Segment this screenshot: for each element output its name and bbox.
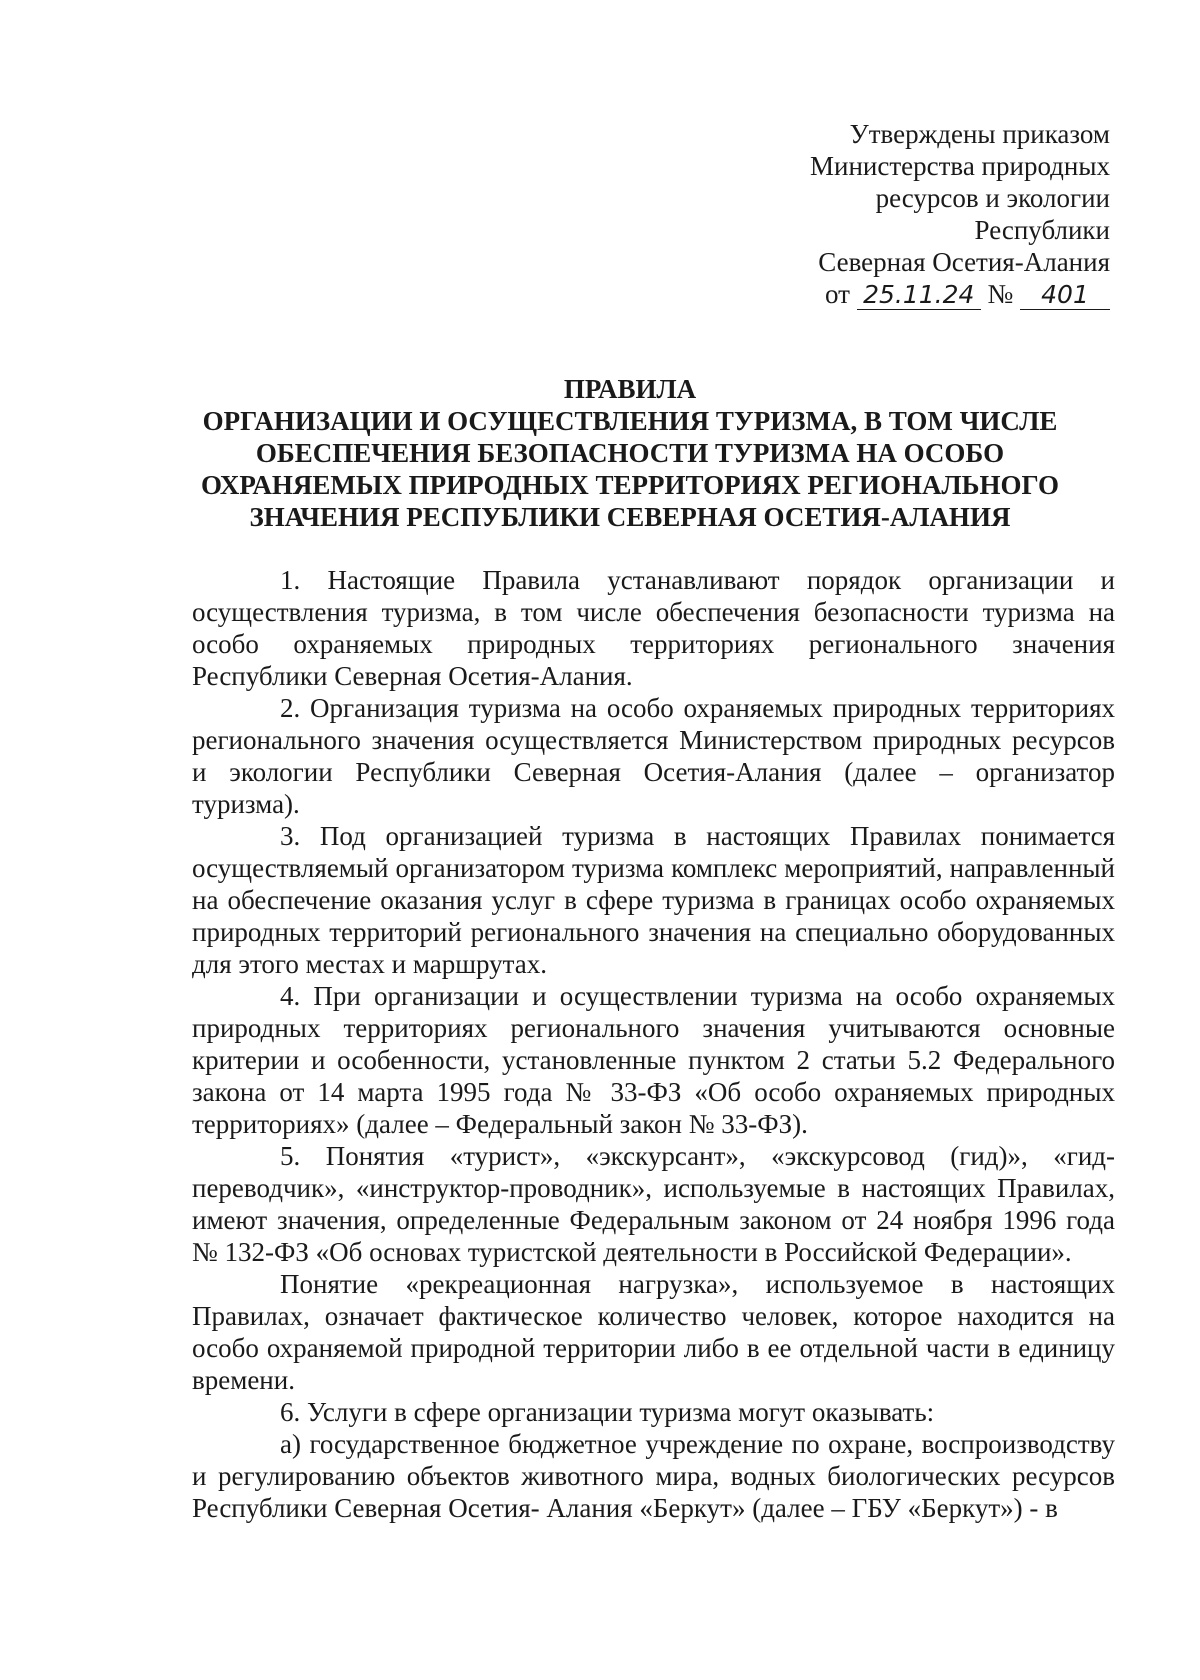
paragraph-5-recreational-load: Понятие «рекреационная нагрузка», используемое в настоящих Правилах, означает фактическое количество человек, которое находится на особо охраняемой природной территории либо в ее отдельной части в единицу времени. [192,1269,1115,1395]
from-label: от [825,279,850,309]
title-line: ОБЕСПЕЧЕНИЯ БЕЗОПАСНОСТИ ТУРИЗМА НА ОСОБО [255,438,1005,468]
title-line: ОХРАНЯЕМЫХ ПРИРОДНЫХ ТЕРРИТОРИЯХ РЕГИОНАЛЬНОГО [200,470,1060,500]
handwritten-number: 401 [1020,281,1110,310]
paragraph-6a: а) государственное бюджетное учреждение по охране, воспроизводству и регулированию объектов животного мира, водных биологических ресурсов Республики Северная Осетия- Алания «Беркут» (далее – ГБУ «Беркут») - в [192,1429,1115,1523]
paragraph-3: 3. Под организацией туризма в настоящих Правилах понимается осуществляемый организатором туризма комплекс мероприятий, направленный на обеспечение оказания услуг в сфере туризма в границах особо охраняемых природных территорий регионального значения на специально оборудованных для этого местах и маршрутах. [192,821,1115,979]
handwritten-date: 25.11.24 [857,281,981,310]
title-line: ЗНАЧЕНИЯ РЕСПУБЛИКИ СЕВЕРНАЯ ОСЕТИЯ-АЛАНИЯ [249,502,1011,532]
approval-line: Северная Осетия-Алания [818,247,1110,277]
document-title [150,373,1110,533]
paragraph-4: 4. При организации и осуществлении туризма на особо охраняемых природных территориях регионального значения учитываются основные критерии и особенности, установленные пунктом 2 статьи 5.2 Федерального закона от 14 марта 1995 года № 33-ФЗ «Об особо охраняемых природных территориях» (далее – Федеральный закон № 33-ФЗ). [192,981,1115,1139]
title-line: ОРГАНИЗАЦИИ И ОСУЩЕСТВЛЕНИЯ ТУРИЗМА, В ТОМ ЧИСЛЕ [202,406,1058,436]
approval-line: ресурсов и экологии [875,183,1110,213]
title-line: ПРАВИЛА [563,374,697,404]
approval-line: Утверждены приказом [849,119,1110,149]
paragraph-2: 2. Организация туризма на особо охраняемых природных территориях регионального значения осуществляется Министерством природных ресурсов и экологии Республики Северная Осетия-Алания (далее – организатор туризма). [192,693,1115,819]
paragraph-6: 6. Услуги в сфере организации туризма могут оказывать: [280,1397,935,1427]
paragraph-5: 5. Понятия «турист», «экскурсант», «экскурсовод (гид)», «гид-переводчик», «инструктор-проводник», используемые в настоящих Правилах, имеют значения, определенные Федеральным законом от 24 ноября 1996 года № 132-ФЗ «Об основах туристской деятельности в Российской Федерации». [192,1141,1115,1267]
approval-line: Республики [974,215,1110,245]
document-body [192,564,1115,1524]
approval-line: Министерства природных [810,151,1110,181]
approval-reference-line [690,278,1110,310]
paragraph-1: 1. Настоящие Правила устанавливают порядок организации и осуществления туризма, в том числе обеспечения безопасности туризма на особо охраняемых природных территориях регионального значения Республики Северная Осетия-Алания. [192,565,1115,691]
number-label: № [987,279,1014,309]
approval-stamp-block [690,118,1110,310]
